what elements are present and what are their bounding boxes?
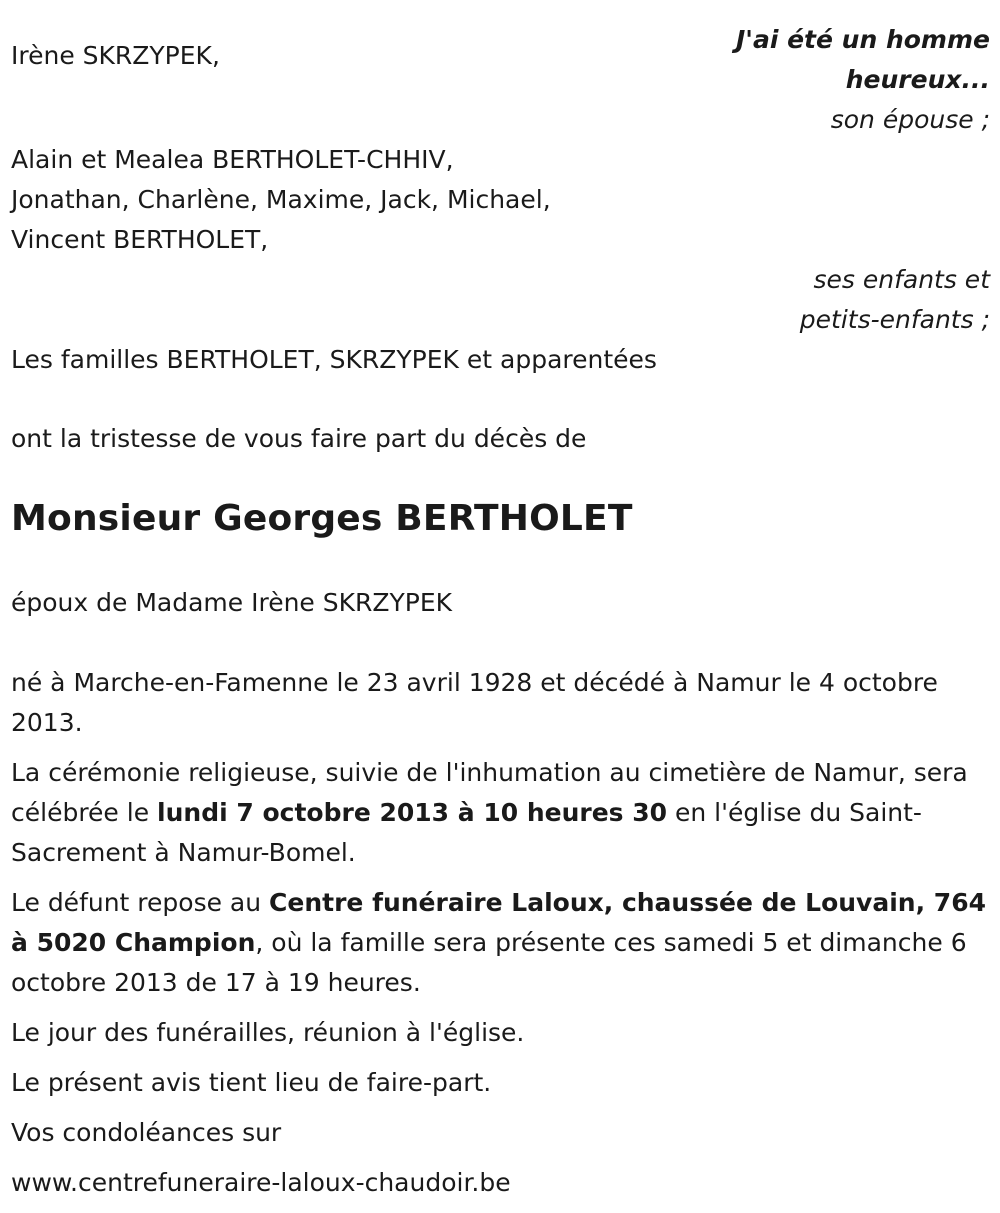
families-line: Les familles BERTHOLET, SKRZYPEK et apparentées bbox=[11, 345, 657, 374]
children-role-1: ses enfants et bbox=[813, 265, 990, 294]
spouse-name: Irène SKRZYPEK, bbox=[11, 41, 220, 70]
children-line-1: Alain et Mealea BERTHOLET-CHHIV, bbox=[11, 145, 454, 174]
quote-block bbox=[736, 20, 990, 140]
quote-line-1: J'ai été un homme bbox=[736, 25, 990, 54]
rest-paragraph bbox=[11, 883, 990, 1003]
spouse-role: son épouse ; bbox=[830, 105, 990, 134]
children-block bbox=[11, 140, 990, 340]
children-line-2: Jonathan, Charlène, Maxime, Jack, Michael, bbox=[11, 185, 551, 214]
notice-line: Le présent avis tient lieu de faire-part. bbox=[11, 1068, 492, 1097]
obituary-page bbox=[11, 20, 990, 1213]
birth-death-paragraph: né à Marche-en-Famenne le 23 avril 1928 et décédé à Namur le 4 octobre 2013. bbox=[11, 668, 938, 737]
ceremony-datetime: lundi 7 octobre 2013 à 10 heures 30 bbox=[157, 798, 668, 827]
spouse-row bbox=[11, 20, 990, 140]
children-line-3: Vincent BERTHOLET, bbox=[11, 225, 269, 254]
quote-line-2: heureux... bbox=[845, 65, 990, 94]
ceremony-text-2: en l'église du Saint-Sacrement à Namur-Bomel. bbox=[11, 798, 922, 867]
rest-text-2: , où la famille sera présente ces samedi 5 et dimanche 6 octobre 2013 de 17 à 19 heures. bbox=[11, 928, 967, 997]
ceremony-paragraph bbox=[11, 753, 990, 873]
website-link[interactable]: www.centrefuneraire-laloux-chaudoir.be bbox=[11, 1168, 511, 1197]
deceased-name: Monsieur Georges BERTHOLET bbox=[11, 498, 633, 539]
rest-text-1: Le défunt repose au bbox=[11, 888, 270, 917]
condolences-line: Vos condoléances sur bbox=[11, 1118, 282, 1147]
announcement-line: ont la tristesse de vous faire part du décès de bbox=[11, 424, 587, 453]
rest-location: Centre funéraire Laloux, chaussée de Louvain, 764 à 5020 Champion bbox=[11, 888, 986, 957]
funeral-day-line: Le jour des funérailles, réunion à l'église. bbox=[11, 1018, 525, 1047]
ceremony-text-1: La cérémonie religieuse, suivie de l'inhumation au cimetière de Namur, sera célébrée le bbox=[11, 758, 968, 827]
spouse-of-line: époux de Madame Irène SKRZYPEK bbox=[11, 588, 453, 617]
children-role-2: petits-enfants ; bbox=[799, 305, 990, 334]
